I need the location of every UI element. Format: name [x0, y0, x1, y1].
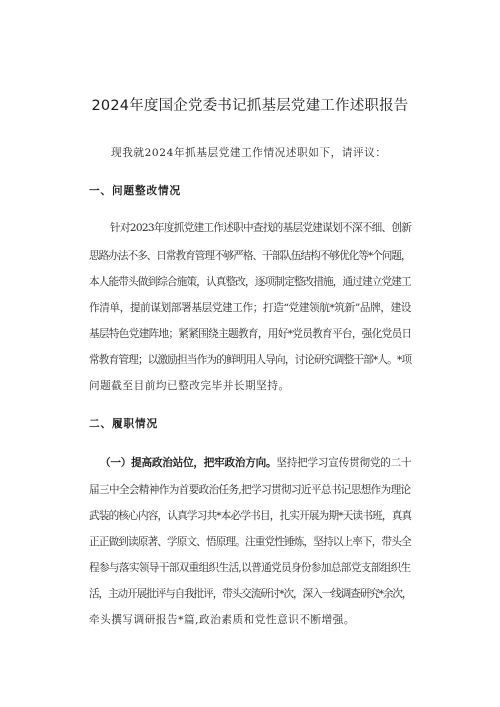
paragraph-line: 程参与落实领导干部双重组织生活,以普通党员身份参加总部党支部组织生 [89, 562, 411, 574]
paragraph-line: 常教育管理；以激励担当作为的鲜明用人导向，讨论研究调整干部*人。*项 [89, 354, 412, 366]
paragraph-line: 基层特色党建阵地；紧紧围绕主题教育，用好*党员教育平台，强化党员日 [89, 328, 412, 340]
paragraph-line: 作清单，提前谋划部署基层党建工作；打造“党建领航*筑新”品牌，建设 [89, 302, 412, 314]
section-heading-problem-rectification: 一、问题整改情况 [89, 185, 181, 197]
section-heading-duty-performance: 二、履职情况 [89, 418, 158, 430]
paragraph-line: 思路办法不多、日常教育管理不够严格、干部队伍结构不够优化等*个问题， [89, 250, 411, 262]
paragraph-line: 问题截至目前均已整改完毕并长期坚持。 [89, 380, 290, 392]
document-title: 2024年度国企党委书记抓基层党建工作述职报告 [91, 98, 409, 114]
paragraph-line: 本人能带头做到综合施策，认真整改，逐项制定整改措施，通过建立党建工 [89, 276, 411, 288]
paragraph-line: 正正做到读原著、学原文、悟原理。注重党性锤炼，坚持以上率下，带头全 [89, 536, 411, 548]
paragraph-text: 坚持把学习宣传贯彻党的二十 [276, 457, 412, 469]
paragraph-line: 活，主动开展批评与自我批评，带头交流研讨*次，深入一线调查研究*余次， [89, 588, 412, 600]
paragraph-first-line [100, 455, 411, 470]
intro-paragraph: 现我就2024年抓基层党建工作情况述职如下，请评议： [111, 147, 387, 159]
paragraph-line: 针对2023年度抓党建工作述职中查找的基层党建谋划不深不细、创新 [110, 222, 412, 234]
paragraph-line: 届三中全会精神作为首要政治任务,把学习贯彻习近平总书记思想作为理论 [89, 484, 411, 496]
subsection-heading: （一）提高政治站位，把牢政治方向。 [100, 457, 277, 469]
paragraph-line: 武装的核心内容，认真学习共*本必学书目，扎实开展为期*天读书班，真真 [89, 510, 412, 522]
paragraph-line: 牵头撰写调研报告*篇,政治素质和党性意识不断增强。 [89, 614, 356, 626]
